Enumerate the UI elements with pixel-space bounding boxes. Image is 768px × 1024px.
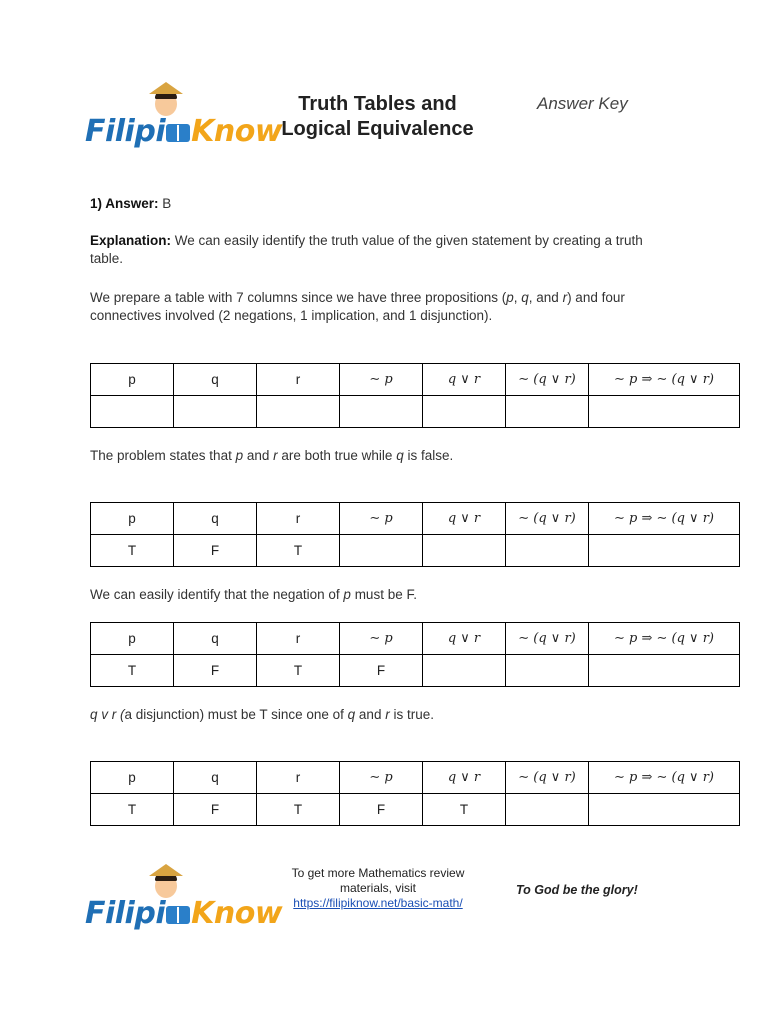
header-cell: q [174, 503, 257, 535]
header-cell: ∼ p [340, 762, 423, 794]
header-cell: ∼ (q ∨ r) [506, 503, 589, 535]
header-cell: p [91, 364, 174, 396]
answer-value: B [162, 196, 172, 211]
table-cell [506, 794, 589, 826]
header-cell: ∼ (q ∨ r) [506, 623, 589, 655]
filipiknow-logo [85, 80, 283, 175]
table-header-row [91, 762, 740, 794]
header-cell: ∼ p [340, 623, 423, 655]
table-cell [423, 655, 506, 687]
table-row [91, 794, 740, 826]
truth-table-3 [90, 622, 740, 687]
header-cell: q [174, 762, 257, 794]
header-cell: ∼ p [340, 364, 423, 396]
table-header-row [91, 364, 740, 396]
header-cell: q ∨ r [423, 364, 506, 396]
header-cell: p [91, 762, 174, 794]
truth-table-1 [90, 363, 740, 428]
table-header-row [91, 623, 740, 655]
table-cell [257, 396, 340, 428]
filipiknow-footer-logo [85, 862, 283, 957]
header-cell: r [257, 364, 340, 396]
footer-promo-text: To get more Mathematics review materials, visit [291, 866, 465, 895]
answer-label: 1) Answer: [90, 196, 159, 211]
header-cell: ∼ p ⇒ ∼ (q ∨ r) [589, 762, 740, 794]
page-title: Truth Tables and Logical Equivalence [281, 93, 474, 140]
header-cell: p [91, 503, 174, 535]
logo-text-part-2: Know [191, 114, 283, 149]
table-cell: F [174, 535, 257, 567]
header-cell: p [91, 623, 174, 655]
negation-paragraph: We can easily identify that the negation of p must be F. [90, 587, 417, 602]
truth-table-2 [90, 502, 740, 567]
table-cell: F [340, 794, 423, 826]
footer-link[interactable]: https://filipiknow.net/basic-math/ [293, 896, 463, 910]
header-cell: q ∨ r [423, 762, 506, 794]
table-cell [589, 655, 740, 687]
header-cell: q [174, 364, 257, 396]
table-cell: F [340, 655, 423, 687]
table-cell [589, 396, 740, 428]
explanation-label: Explanation: [90, 233, 172, 248]
table-row [91, 535, 740, 567]
table-cell: T [257, 655, 340, 687]
header-cell: r [257, 623, 340, 655]
truth-table-4 [90, 761, 740, 826]
preparation-paragraph: We prepare a table with 7 columns since we have three propositions (p, q, and r) and four connectives involved (2 negations, 1 implication, and 1 disjunction). [90, 290, 625, 323]
table-cell [91, 396, 174, 428]
header-cell: ∼ p ⇒ ∼ (q ∨ r) [589, 503, 740, 535]
table-cell: T [257, 794, 340, 826]
header-cell: ∼ p [340, 503, 423, 535]
table-cell: T [423, 794, 506, 826]
table-cell [506, 655, 589, 687]
logo-text-part-1: Filipi [85, 896, 166, 931]
disjunction-paragraph: q v r (a disjunction) must be T since one of q and r is true. [90, 707, 434, 722]
problem-statement-paragraph: The problem states that p and r are both true while q is false. [90, 448, 454, 463]
table-row [91, 396, 740, 428]
table-cell: T [91, 535, 174, 567]
header-cell: q [174, 623, 257, 655]
table-cell: T [91, 655, 174, 687]
answer-line [90, 195, 680, 213]
table-cell [506, 396, 589, 428]
header-cell: q ∨ r [423, 623, 506, 655]
logo-text-part-2: Know [191, 896, 283, 931]
table-cell: F [174, 794, 257, 826]
header-cell: q ∨ r [423, 503, 506, 535]
table-cell [340, 396, 423, 428]
table-row [91, 655, 740, 687]
explanation-text: We can easily identify the truth value of the given statement by creating a truth table. [90, 233, 643, 266]
book-icon [166, 124, 190, 142]
header-cell: ∼ (q ∨ r) [506, 762, 589, 794]
table-cell [423, 396, 506, 428]
footer-glory: To God be the glory! [516, 883, 638, 897]
table-cell [589, 794, 740, 826]
header-cell: r [257, 762, 340, 794]
table-cell: T [257, 535, 340, 567]
header-cell: r [257, 503, 340, 535]
header-cell: ∼ p ⇒ ∼ (q ∨ r) [589, 364, 740, 396]
header-cell: ∼ (q ∨ r) [506, 364, 589, 396]
table-cell [340, 535, 423, 567]
table-cell: T [91, 794, 174, 826]
table-cell [506, 535, 589, 567]
answer-key-label: Answer Key [537, 94, 628, 113]
header-cell: ∼ p ⇒ ∼ (q ∨ r) [589, 623, 740, 655]
explanation-paragraph [90, 232, 665, 268]
table-cell [423, 535, 506, 567]
book-icon [166, 906, 190, 924]
logo-text-part-1: Filipi [85, 114, 166, 149]
footer-promo [283, 866, 473, 911]
table-cell [589, 535, 740, 567]
table-header-row [91, 503, 740, 535]
table-cell [174, 396, 257, 428]
table-cell: F [174, 655, 257, 687]
